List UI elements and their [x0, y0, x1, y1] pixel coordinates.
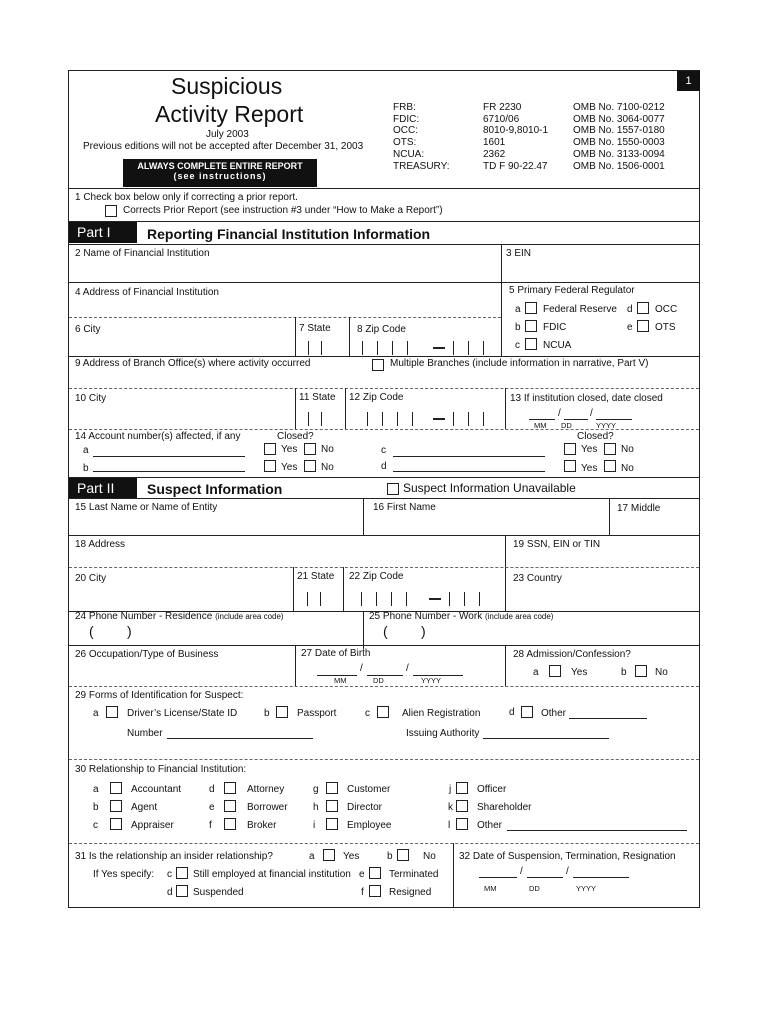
field16-divider [363, 498, 364, 535]
omb-number-frb: OMB No. 7100-0212 [573, 102, 665, 113]
account-b-no-checkbox[interactable] [304, 460, 316, 472]
admission-yes-label: Yes [571, 667, 588, 678]
field8-divider [349, 317, 350, 356]
see-instructions-text: (see instructions) [173, 171, 267, 181]
passport-label: Passport [297, 708, 337, 719]
form-number-frb: FR 2230 [483, 102, 522, 113]
other-id-checkbox[interactable] [521, 706, 533, 718]
page-number-box [677, 71, 700, 91]
rel-other-checkbox[interactable] [456, 818, 468, 830]
account-d-no-checkbox[interactable] [604, 460, 616, 472]
rel-director-checkbox[interactable] [326, 800, 338, 812]
rel-h-letter: h [313, 802, 319, 813]
rel-other-label: Other [477, 820, 503, 831]
if-yes-specify-label: If Yes specify: [93, 869, 155, 880]
field8-label: 8 Zip Code [357, 324, 406, 335]
rel-k-letter: k [448, 802, 453, 813]
rel-f-letter: f [209, 820, 212, 831]
rel-broker-label: Broker [247, 820, 277, 831]
omb-number-occ: OMB No. 1557-0180 [573, 125, 665, 137]
rel-appraiser-checkbox[interactable] [110, 818, 122, 830]
field11-label: 11 State [299, 392, 336, 403]
row6-bottom [69, 356, 699, 357]
agency-treasury: TREASURY: [393, 160, 450, 172]
account-b-line[interactable] [93, 471, 245, 472]
rel-appraiser-label: Appraiser [131, 820, 174, 831]
part2-title: Suspect Information [147, 481, 283, 497]
insider-yes-label: Yes [343, 851, 360, 862]
id-number-line[interactable] [167, 738, 313, 739]
ncua-label: NCUA [543, 340, 572, 351]
dob-mm: MM [334, 676, 347, 685]
agency-ots: OTS: [393, 137, 417, 149]
issuing-authority-label: Issuing Authority [406, 728, 480, 739]
account-a-yes-checkbox[interactable] [264, 443, 276, 455]
field28-label: 28 Admission/Confession? [513, 649, 631, 660]
part2-tag-text: Part II [77, 480, 115, 496]
page-number: 1 [685, 75, 692, 87]
field24-note: (include area code) [215, 612, 284, 621]
item1-label: 1 Check box below only if correcting a prior report. [75, 192, 298, 203]
part1-tag [69, 222, 137, 243]
suspended-label: Suspended [193, 887, 244, 898]
rel-attorney-label: Attorney [247, 784, 285, 795]
insider-e-letter: e [359, 869, 365, 880]
row30-bottom [69, 843, 699, 844]
field6-label: 6 City [75, 324, 101, 335]
rel-e-letter: e [209, 802, 215, 813]
account-a-line[interactable] [93, 456, 245, 457]
header-divider [69, 188, 699, 189]
account-c-yes-label: Yes [581, 444, 598, 455]
residence-phone-close-paren: ) [127, 623, 132, 639]
corrects-prior-report-label: Corrects Prior Report (see instruction #3 under “How to Make a Report”) [123, 205, 443, 216]
insider-c-letter: c [167, 869, 172, 880]
field32-divider [453, 843, 454, 907]
field18-label: 18 Address [75, 539, 126, 550]
closed-question-right: Closed? [577, 431, 614, 442]
field7-label: 7 State [299, 323, 331, 334]
field19-label: 19 SSN, EIN or TIN [513, 539, 601, 550]
part1-tag-text: Part I [77, 224, 111, 240]
account-a-no-checkbox[interactable] [304, 443, 316, 455]
federal-reserve-checkbox[interactable] [525, 302, 537, 314]
account-d-letter: d [381, 461, 387, 472]
field3-label: 3 EIN [506, 248, 532, 259]
issuing-authority-line[interactable] [483, 738, 609, 739]
field16-label: 16 First Name [373, 502, 436, 513]
field23-label: 23 Country [513, 573, 562, 584]
insider-no-checkbox[interactable] [397, 849, 409, 861]
field20-label: 20 City [75, 573, 107, 584]
row18-bottom [69, 567, 699, 568]
row26-bottom [69, 686, 699, 687]
rel-borrower-checkbox[interactable] [224, 800, 236, 812]
id-number-label: Number [127, 728, 163, 739]
closed-question-left: Closed? [277, 431, 314, 442]
always-complete-banner [123, 159, 317, 187]
admission-no-checkbox[interactable] [635, 665, 647, 677]
dob-yyyy: YYYY [421, 676, 442, 685]
field27-divider [295, 645, 296, 686]
multiple-branches-checkbox[interactable] [372, 359, 384, 371]
account-d-yes-label: Yes [581, 463, 598, 474]
closed-date-mm: MM [534, 421, 547, 430]
ncua-checkbox[interactable] [525, 338, 537, 350]
alien-registration-label: Alien Registration [402, 708, 481, 719]
agency-ncua: NCUA: [393, 148, 425, 160]
field9-label: 9 Address of Branch Office(s) where activity occurred [75, 358, 311, 369]
terminated-checkbox[interactable] [369, 867, 381, 879]
field4-label: 4 Address of Financial Institution [75, 287, 219, 298]
field14-label: 14 Account number(s) affected, if any [75, 431, 241, 442]
account-d-no-label: No [621, 463, 634, 474]
rel-l-letter: l [448, 820, 451, 831]
form-number-ncua: 2362 [483, 148, 506, 160]
drivers-license-checkbox[interactable] [106, 706, 118, 718]
admission-a-letter: a [533, 667, 539, 678]
field24-label-text: 24 Phone Number - Residence [75, 611, 213, 622]
field29-label: 29 Forms of Identification for Suspect: [75, 690, 244, 701]
always-complete-text: ALWAYS COMPLETE ENTIRE REPORT [137, 161, 303, 171]
part1-title-underline [69, 244, 699, 245]
rel-officer-checkbox[interactable] [456, 782, 468, 794]
previous-editions-note: Previous editions will not be accepted after December 31, 2003 [83, 141, 364, 152]
row29-bottom [69, 759, 699, 760]
agency-list [393, 102, 450, 172]
row15-bottom [69, 535, 699, 536]
insider-d-letter: d [167, 887, 173, 898]
form-number-treasury: TD F 90-22.47 [483, 160, 548, 172]
ots-checkbox[interactable] [637, 320, 649, 332]
field2-label: 2 Name of Financial Institution [75, 248, 210, 259]
field25-label [369, 611, 553, 622]
regulator-e-letter: e [627, 322, 633, 333]
alien-registration-checkbox[interactable] [377, 706, 389, 718]
field13-label: 13 If institution closed, date closed [510, 393, 663, 404]
rel-accountant-label: Accountant [131, 784, 182, 795]
insider-no-label: No [423, 851, 436, 862]
omb-number-list [573, 102, 665, 172]
field31-label: 31 Is the relationship an insider relationship? [75, 851, 273, 862]
closed-date-dd: DD [561, 421, 572, 430]
form-number-list [483, 102, 548, 172]
field25-label-text: 25 Phone Number - Work [369, 611, 483, 622]
field17-divider [609, 498, 610, 535]
agency-frb: FRB: [393, 102, 416, 113]
omb-number-treasury: OMB No. 1506-0001 [573, 160, 665, 172]
field5-label: 5 Primary Federal Regulator [509, 285, 635, 296]
residence-phone-open-paren: ( [89, 623, 94, 639]
fdic-checkbox[interactable] [525, 320, 537, 332]
resigned-label: Resigned [389, 887, 432, 898]
part1-top-line [69, 221, 699, 222]
other-id-line[interactable] [569, 718, 647, 719]
omb-number-fdic: OMB No. 3064-0077 [573, 113, 665, 125]
field12-divider [345, 388, 346, 429]
rel-employee-label: Employee [347, 820, 392, 831]
field17-label: 17 Middle [617, 503, 661, 514]
account-b-no-label: No [321, 462, 334, 473]
admission-no-label: No [655, 667, 668, 678]
regulator-d-letter: d [627, 304, 633, 315]
occ-checkbox[interactable] [637, 302, 649, 314]
field28-divider [505, 645, 506, 686]
rel-accountant-checkbox[interactable] [110, 782, 122, 794]
rel-agent-checkbox[interactable] [110, 800, 122, 812]
field22-label: 22 Zip Code [349, 571, 404, 582]
omb-number-ots: OMB No. 1550-0003 [573, 137, 665, 149]
suspect-unavailable-checkbox[interactable] [387, 483, 399, 495]
agency-occ: OCC: [393, 125, 418, 137]
rel-b-letter: b [93, 802, 99, 813]
dob-dd: DD [373, 676, 384, 685]
rel-c-letter: c [93, 820, 98, 831]
rel-officer-label: Officer [477, 784, 507, 795]
form-date: July 2003 [206, 129, 249, 140]
rel-shareholder-label: Shareholder [477, 802, 532, 813]
ots-label: OTS [655, 322, 676, 333]
still-employed-label: Still employed at financial institution [193, 869, 351, 880]
form-number-occ: 8010-9,8010-1 [483, 125, 549, 137]
account-a-no-label: No [321, 444, 334, 455]
field22-divider [343, 567, 344, 611]
suspension-date-dd: DD [529, 884, 540, 893]
form-number-fdic: 6710/06 [483, 113, 520, 125]
regulator-b-letter: b [515, 322, 521, 333]
multiple-branches-label: Multiple Branches (include information in narrative, Part V) [390, 358, 649, 369]
insider-a-letter: a [309, 851, 315, 862]
rel-j-letter: j [449, 784, 452, 795]
part2-top-line [69, 477, 699, 478]
account-c-no-checkbox[interactable] [604, 443, 616, 455]
field5-divider [501, 282, 502, 356]
field27-label: 27 Date of Birth [301, 648, 371, 659]
still-employed-checkbox[interactable] [176, 867, 188, 879]
field25-divider [363, 611, 364, 649]
account-b-yes-checkbox[interactable] [264, 460, 276, 472]
field7-divider [295, 317, 296, 356]
id-c-letter: c [365, 708, 370, 719]
rel-shareholder-checkbox[interactable] [456, 800, 468, 812]
rel-i-letter: i [313, 820, 316, 831]
rel-borrower-label: Borrower [247, 802, 288, 813]
field21-divider [293, 567, 294, 611]
account-b-yes-label: Yes [281, 462, 298, 473]
terminated-label: Terminated [389, 869, 439, 880]
suspended-checkbox[interactable] [176, 885, 188, 897]
field32-label: 32 Date of Suspension, Termination, Resignation [459, 851, 676, 862]
rel-attorney-checkbox[interactable] [224, 782, 236, 794]
account-d-yes-checkbox[interactable] [564, 460, 576, 472]
account-c-yes-checkbox[interactable] [564, 443, 576, 455]
account-c-line[interactable] [393, 456, 545, 457]
part2-tag [69, 478, 137, 498]
work-phone-close-paren: ) [421, 623, 426, 639]
insider-b-letter: b [387, 851, 393, 862]
account-d-line[interactable] [393, 471, 545, 472]
occ-label: OCC [655, 304, 678, 315]
field26-label: 26 Occupation/Type of Business [75, 649, 219, 660]
rel-broker-checkbox[interactable] [224, 818, 236, 830]
field11-divider [295, 388, 296, 429]
field10-label: 10 City [75, 393, 107, 404]
rel-customer-checkbox[interactable] [326, 782, 338, 794]
account-a-yes-label: Yes [281, 444, 298, 455]
part2-title-underline [69, 498, 699, 499]
rel-customer-label: Customer [347, 784, 391, 795]
federal-reserve-label: Federal Reserve [543, 304, 617, 315]
insider-yes-checkbox[interactable] [323, 849, 335, 861]
suspect-unavailable-label: Suspect Information Unavailable [403, 481, 576, 495]
rel-agent-label: Agent [131, 802, 158, 813]
id-a-letter: a [93, 708, 99, 719]
suspension-date-yyyy: YYYY [576, 884, 597, 893]
row10-bottom [69, 429, 699, 430]
drivers-license-label: Driver’s License/State ID [127, 708, 238, 719]
resigned-checkbox[interactable] [369, 885, 381, 897]
corrects-prior-report-checkbox[interactable] [105, 205, 117, 217]
field24-label [75, 611, 284, 622]
field15-label: 15 Last Name or Name of Entity [75, 502, 218, 513]
field12-label: 12 Zip Code [349, 392, 404, 403]
id-b-letter: b [264, 708, 270, 719]
rel-director-label: Director [347, 802, 383, 813]
rel-employee-checkbox[interactable] [326, 818, 338, 830]
field30-label: 30 Relationship to Financial Institution: [75, 764, 247, 775]
field3-divider [501, 244, 502, 282]
title-line-2: Activity Report [155, 101, 304, 127]
row9-bottom [69, 388, 699, 389]
rel-other-line[interactable] [507, 830, 687, 831]
id-d-letter: d [509, 707, 515, 718]
row4-bottom [69, 317, 501, 318]
field13-divider [505, 388, 506, 429]
account-c-letter: c [381, 445, 386, 456]
row2-bottom [69, 282, 699, 283]
agency-fdic: FDIC: [393, 113, 420, 125]
passport-checkbox[interactable] [276, 706, 288, 718]
account-b-letter: b [83, 463, 89, 474]
other-id-label: Other [541, 708, 567, 719]
title-line-1: Suspicious [171, 73, 283, 99]
field21-label: 21 State [297, 571, 335, 582]
fdic-label: FDIC [543, 322, 567, 333]
form-number-ots: 1601 [483, 137, 506, 149]
omb-number-ncua: OMB No. 3133-0094 [573, 148, 665, 160]
row24-bottom [69, 645, 699, 646]
rel-d-letter: d [209, 784, 215, 795]
closed-date-yyyy: YYYY [596, 421, 617, 430]
work-phone-open-paren: ( [383, 623, 388, 639]
rel-a-letter: a [93, 784, 99, 795]
field25-note: (include area code) [484, 612, 554, 621]
account-c-no-label: No [621, 444, 634, 455]
part1-title: Reporting Financial Institution Information [147, 226, 431, 242]
report-form: Suspicious Activity Report July 2003 Previous editions will not be accepted after December 31, 2003 ALWAYS COMPLETE ENTIRE REPORT (see instructions) 1 FRB: FDIC: OCC: OTS: NCUA: TREASURY: FR 2230 6710/06 8010-9,8010-1 1601 2362 TD F 90-22.47 OMB No. 7100-0212 OMB No. 3064-0077 OMB No. 1557-0180 OMB No. 1550-0003 OMB No. 3133-0094 OMB No. 1506-0001 1 Check box below only if correcting a prior report. Corrects Prior Report (see instruction #3 under “How to Make a Report”) Part I Reporting Financial Institution Information 2 Name of Financial Institution 3 EIN 4 Address of Financial Institution 5 Primary Federal Regulator a Federal Reserve d OCC b FDIC e OTS c NCUA 6 City 7 State 8 Zip Code 9 Address of Branch Office(s) where activity occurred Multiple Branches (include information in narrative, Part V) 10 City 11 State 12 Zip Code 13 If institution closed, date closed / / MM DD YYYY 14 Account number(s) affected, if any Closed? Closed? a Yes No c Yes No b Yes No d Yes No Part II Suspect Information Suspect Information Unavailable 15 Last Name or Name of Entity 16 First Name 17 Middle 18 Address 19 SSN, EIN or TIN 20 City 21 State 22 Zip Code 23 Country 24 Phone Number - Residence (include area code) ( ) 25 Phone Number - Work (include area code) ( ) 26 Occupation/Type of Business 27 Date of Birth / / MM DD YYYY 28 Admission/Confession? a Yes b No 29 Forms of Identification for Suspect: a Driver’s License/State ID b Passport c Alien Registration d Other Number Issuing Authority 30 Relationship to Financial Institution: a Accountant b Agent c Appraiser d Attorney e Borrower f Broker g Customer h Director i Employee j Officer k Shareholder l Other 31 Is the relationship an insider relationship? a Yes b No If Yes specify: c Still employed at financial institution e Terminated d Suspended f Resigned 32 Date of Suspension, Termination, Resignation / / MM DD YYYY [68, 70, 700, 908]
field19-divider [505, 535, 506, 611]
admission-yes-checkbox[interactable] [549, 665, 561, 677]
admission-b-letter: b [621, 667, 627, 678]
suspension-date-mm: MM [484, 884, 497, 893]
account-a-letter: a [83, 445, 89, 456]
regulator-a-letter: a [515, 304, 521, 315]
regulator-c-letter: c [515, 340, 520, 351]
insider-f-letter: f [361, 887, 364, 898]
rel-g-letter: g [313, 784, 319, 795]
